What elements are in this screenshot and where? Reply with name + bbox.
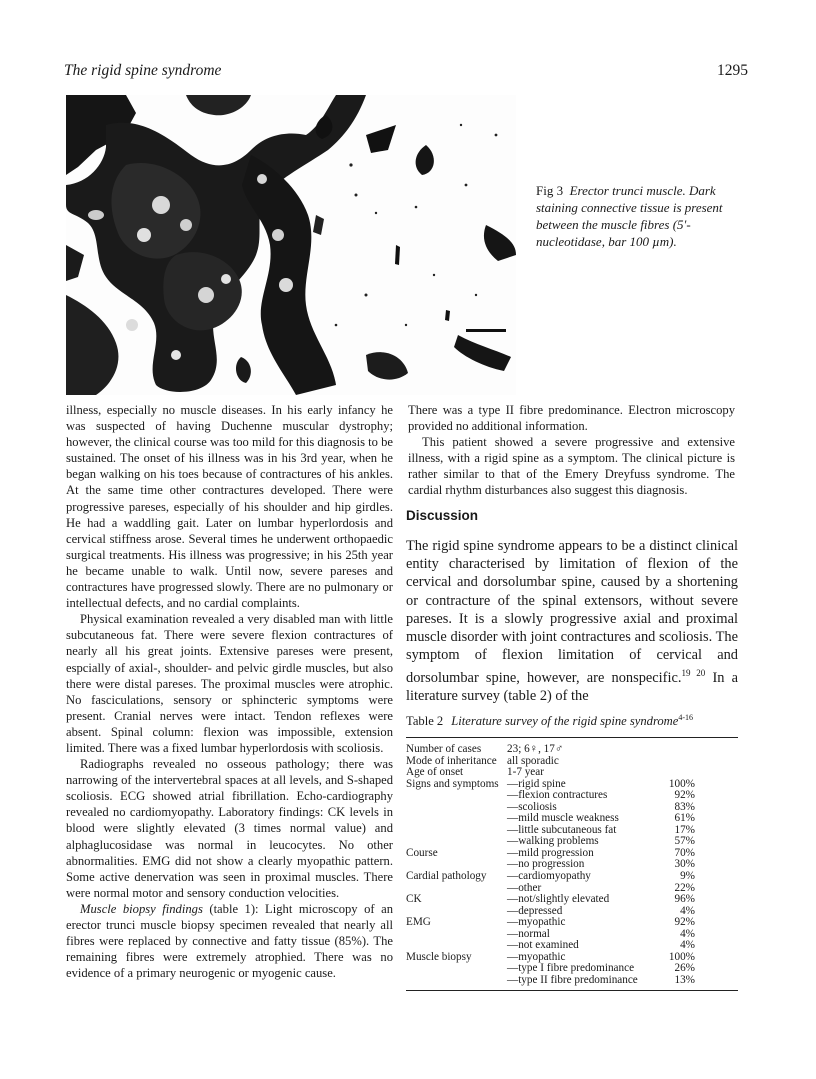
discussion-text bbox=[406, 537, 738, 706]
left-column bbox=[66, 402, 393, 981]
literature-table bbox=[406, 737, 738, 991]
table-label: Table 2 bbox=[406, 714, 444, 729]
scale-bar bbox=[466, 329, 506, 332]
table-cell-value: 30% bbox=[674, 858, 695, 871]
table-cell-item: —rigid spine bbox=[507, 777, 566, 790]
running-title: The rigid spine syndrome bbox=[64, 62, 222, 79]
table-cell-item: —scoliosis bbox=[507, 800, 557, 813]
table-row bbox=[406, 790, 738, 802]
table-cell-item: 1-7 year bbox=[507, 766, 544, 779]
table-cell-category: Muscle biopsy bbox=[406, 950, 472, 963]
table-cell-category: Age of onset bbox=[406, 766, 464, 779]
table-cell-value: 13% bbox=[674, 973, 695, 986]
micrograph-image bbox=[66, 95, 516, 395]
table-cell-category: Mode of inheritance bbox=[406, 754, 497, 767]
table-row bbox=[406, 871, 738, 883]
table-cell-item: —cardiomyopathy bbox=[507, 870, 591, 883]
reference-superscript: 19 20 bbox=[681, 668, 706, 679]
body-paragraph: There was a type II fibre predominance. Electron microscopy provided no additional information. bbox=[408, 403, 735, 434]
table-cell-value: 70% bbox=[674, 846, 695, 859]
table-cell-category: Cardial pathology bbox=[406, 870, 487, 883]
table-cell-value: 92% bbox=[674, 916, 695, 929]
table-cell-value bbox=[667, 767, 695, 779]
table-cell-category bbox=[406, 790, 507, 802]
table-cell-item: —type I fibre predominance bbox=[507, 962, 635, 975]
table-cell-value: 4% bbox=[680, 904, 695, 917]
table-cell-value: 83% bbox=[674, 800, 695, 813]
right-column bbox=[408, 402, 735, 499]
table-cell-item: —walking problems bbox=[507, 835, 599, 848]
discussion-paragraph: The rigid spine syndrome appears to be a distinct clinical entity characterised by limitation of flexion of the cervical and dorsolumbar spine, caused by a shortening or contracture of the spinal extensors, without severe pareses. It is a slowly progressive axial and proximal muscle disorder with joint contractures and scoliosis. The symptom of flexion limitation of cervical and dorsolumbar spine, however, are nonspecific.$^{19 20}$ In a literature survey (table 2) of the bbox=[406, 538, 738, 705]
table-cell-value: 26% bbox=[674, 962, 695, 975]
table-row bbox=[406, 894, 738, 906]
table-caption bbox=[406, 713, 746, 729]
body-paragraph: illness, especially no muscle diseases. In his early infancy he was suspected of having Duchenne muscular dystrophy; however, the clinical course was too mild for this diagnosis to be sustained. The onset of his illness was in his 3rd year, when he began walking on his toes because of contractures of his ankles. At the same time other contractures developed. There were progressive pareses, especially of his shoulder and hip girdles. He had a waddling gait. Later on lumbar hyperlordosis and cervical stiffness arose. Several times he underwent orthopaedic surgical treatments. His illness was progressive; in his 25th year he became unable to walk. Until now, severe pareses and contractures have progressed slowly. There are no pulmonary or intellectual defects, and no cardial complaints. bbox=[66, 403, 393, 611]
page-number: 1295 bbox=[717, 62, 748, 79]
table-cell-value: 92% bbox=[674, 789, 695, 802]
table-cell-value: 9% bbox=[680, 870, 695, 883]
table-cell-value: 17% bbox=[674, 823, 695, 836]
table-cell-value: 100% bbox=[668, 777, 695, 790]
table-cell-item: 23; 6♀, 17♂ bbox=[507, 743, 564, 755]
table-cell-item: —myopathic bbox=[507, 916, 566, 929]
table-cell-category bbox=[406, 929, 507, 941]
biopsy-paragraph bbox=[66, 901, 393, 981]
table-cell-category bbox=[406, 802, 507, 814]
table-cell-value: 4% bbox=[680, 939, 695, 952]
table-cell-item: —normal bbox=[507, 927, 550, 940]
table-cell-item: —mild progression bbox=[507, 846, 594, 859]
table-cell-value: 100% bbox=[668, 950, 695, 963]
table-cell-value: 22% bbox=[674, 881, 695, 894]
table-cell-value bbox=[667, 744, 695, 756]
table-cell-item: —type II fibre predominance bbox=[507, 973, 638, 986]
table-cell-item: —not/slightly elevated bbox=[507, 893, 610, 906]
body-paragraph: Radiographs revealed no osseous pathology; there was narrowing of the intervertebral spaces at all levels, and S-shaped scoliosis. ECG showed atrial fibrillation. Echo-cardiography revealed no cardiomyopathy. Laboratory findings: CK levels in blood were slightly elevated (3 times normal value) and alphaglucosidase was normal in leucocytes. No other abnormalities. EMG did not show a clearly myopathic pattern. Some active denervation was seen in proximal muscles. There were normal motor and sensory conduction velocities. bbox=[66, 757, 393, 900]
table-row bbox=[406, 975, 738, 987]
table-cell-item: —other bbox=[507, 881, 542, 894]
table-cell-category: Number of cases bbox=[406, 743, 482, 755]
table-row bbox=[406, 767, 738, 779]
table-cell-category: EMG bbox=[406, 916, 431, 929]
table-cell-value: 57% bbox=[674, 835, 695, 848]
table-cell-item: all sporadic bbox=[507, 754, 559, 767]
figure-caption-text: Erector trunci muscle. Dark staining connective tissue is present between the muscle fibres (5'-nucleotidase, bar 100 µm). bbox=[536, 183, 723, 249]
table-cell-value: 4% bbox=[680, 927, 695, 940]
table-cell-item: —flexion contractures bbox=[507, 789, 608, 802]
table-cell-category bbox=[406, 975, 507, 987]
table-cell-value bbox=[667, 756, 695, 768]
table-cell-category bbox=[406, 963, 507, 975]
micrograph-figure bbox=[66, 95, 516, 395]
table-cell-item: —no progression bbox=[507, 858, 585, 871]
table-cell-category: Course bbox=[406, 846, 438, 859]
table-title: Literature survey of the rigid spine syndrome bbox=[451, 714, 679, 729]
table-cell-item: —not examined bbox=[507, 939, 579, 952]
figure-label: Fig 3 bbox=[536, 183, 564, 198]
table-cell-category: Signs and symptoms bbox=[406, 777, 499, 790]
body-paragraph: Physical examination revealed a very disabled man with little subcutaneous fat. There were severe flexion contractures of nearly all his great joints. Extensive pareses were present, espcially of axial-, shoulder- and pelvic girdle muscles, but also there were distal pareses. The proximal muscles were atrophic. No fasciculations, sensory or sphincteric symptoms were present. Cranial nerves were intact. Tendon reflexes were absent. Spinal column: flexion was impossible, extension limited. There was a fixed lumbar hyperlordosis with scoliosis. bbox=[66, 612, 393, 755]
discussion-heading: Discussion bbox=[406, 508, 479, 523]
table-cell-item: —myopathic bbox=[507, 950, 566, 963]
figure-caption bbox=[536, 182, 754, 250]
table-cell-category: CK bbox=[406, 893, 422, 906]
biopsy-text: (table 1): Light microscopy of an erector trunci muscle biopsy specimen revealed that nearly all fibres were replaced by connective and fatty tissue (85%). The remaining fibres were extremely atrophied. There was no evidence of a primary neurogenic or myogenic cause. bbox=[66, 901, 393, 981]
table-row bbox=[406, 744, 738, 756]
table-cell-item: —little subcutaneous fat bbox=[507, 823, 617, 836]
body-paragraph: This patient showed a severe progressive and extensive illness, with a rigid spine as a symptom. The clinical picture is rather similar to that of the Emery Dreyfuss syndrome. The cardial rhythm disturbances also suggest this diagnosis. bbox=[408, 435, 735, 498]
table-cell-item: —mild muscle weakness bbox=[507, 812, 619, 825]
table-cell-category bbox=[406, 825, 507, 837]
table-cell-item: —depressed bbox=[507, 904, 563, 917]
biopsy-heading: Muscle biopsy findings bbox=[80, 901, 203, 916]
table-cell-value: 96% bbox=[674, 893, 695, 906]
table-title-ref: 4-16 bbox=[678, 713, 694, 722]
table-cell-category bbox=[406, 813, 507, 825]
table-cell-value: 61% bbox=[674, 812, 695, 825]
